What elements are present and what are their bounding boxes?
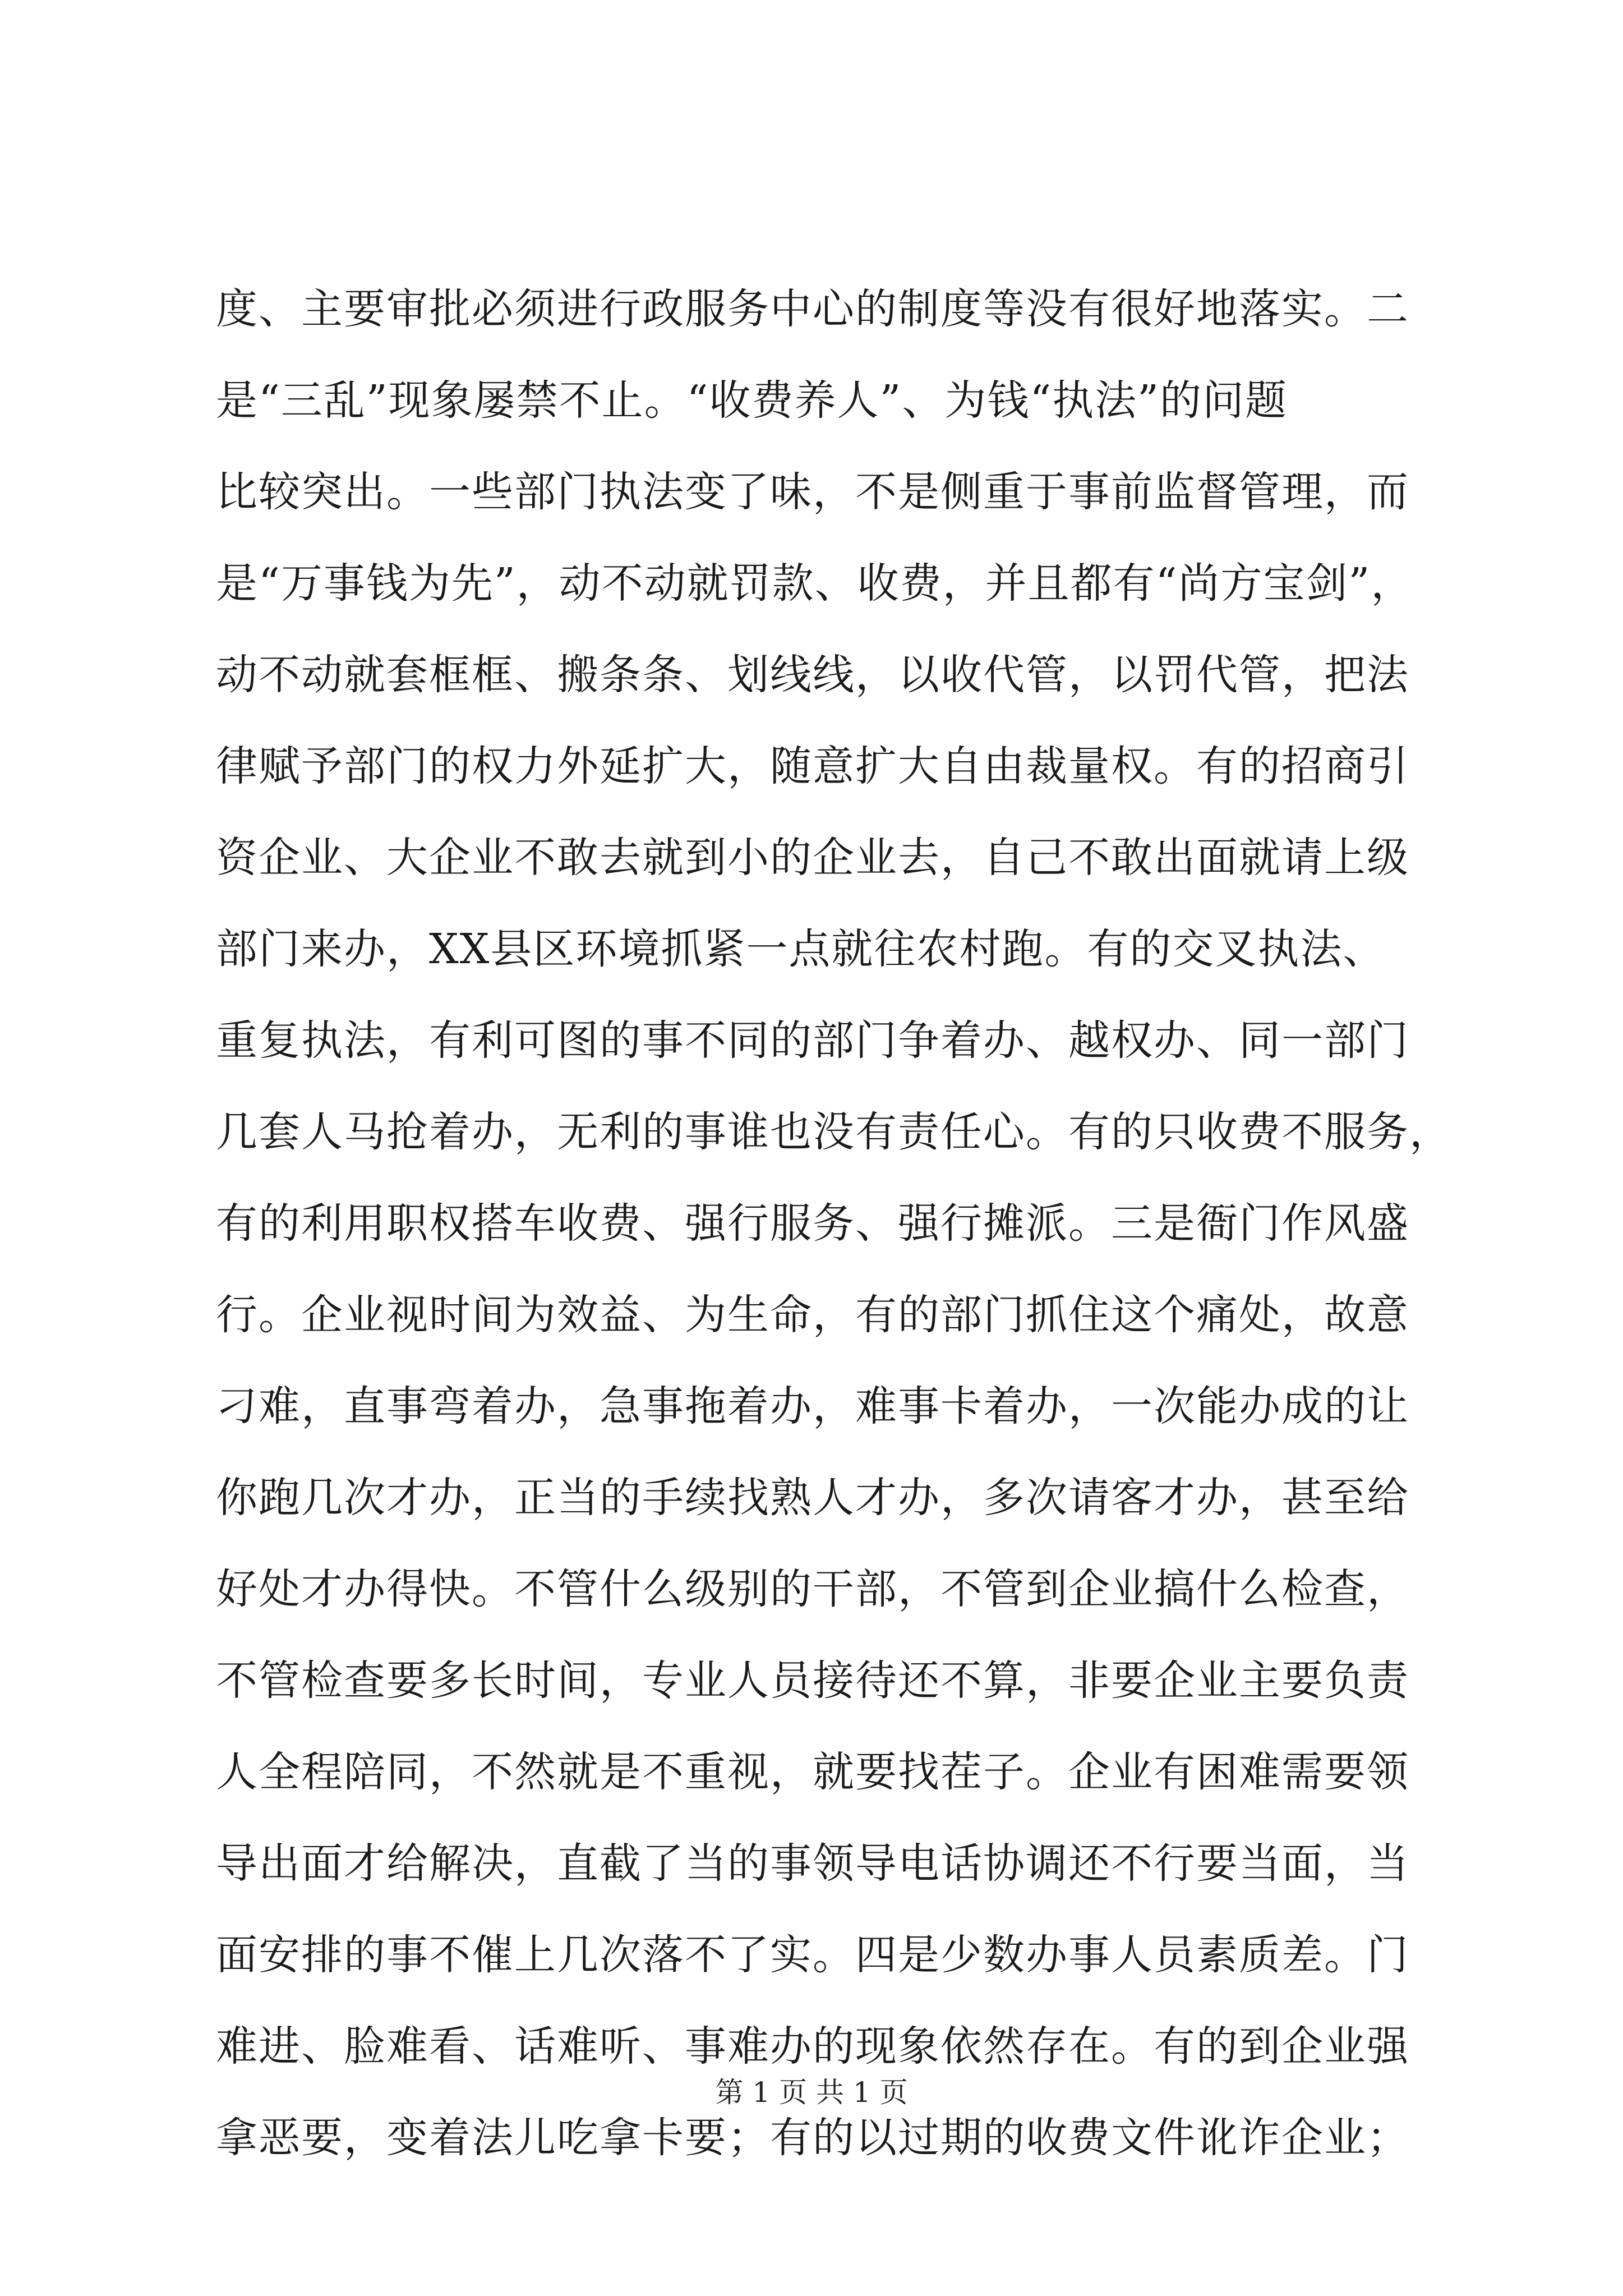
text-line: 资企业、大企业不敢去就到小的企业去，自己不敢出面就请上级 <box>216 834 1409 882</box>
text-line: 动不动就套框框、搬条条、划线线，以收代管，以罚代管，把法 <box>216 651 1409 699</box>
text-line: 比较突出。一些部门执法变了味，不是侧重于事前监督管理，而 <box>216 468 1409 516</box>
text-line: 你跑几次才办，正当的手续找熟人才办，多次请客才办，甚至给 <box>216 1474 1409 1522</box>
page-number: 第 1 页 共 1 页 <box>715 2076 908 2109</box>
text-line: 导出面才给解决，直截了当的事领导电话协调还不行要当面，当 <box>216 1839 1409 1888</box>
text-line: 难进、脸难看、话难听、事难办的现象依然存在。有的到企业强 <box>216 2022 1409 2070</box>
text-line: 人全程陪同，不然就是不重视，就要找茬子。企业有困难需要领 <box>216 1748 1409 1796</box>
text-line: 重复执法，有利可图的事不同的部门争着办、越权办、同一部门 <box>216 1016 1409 1065</box>
text-line: 律赋予部门的权力外延扩大，随意扩大自由裁量权。有的招商引 <box>216 742 1409 790</box>
text-line: 拿恶要，变着法儿吃拿卡要；有的以过期的收费文件讹诈企业； <box>216 2114 1409 2162</box>
text-line: 好处才办得快。不管什么级别的干部，不管到企业搞什么检查， <box>216 1565 1409 1613</box>
text-line: 几套人马抢着办，无利的事谁也没有责任心。有的只收费不服务， <box>216 1108 1452 1156</box>
text-line: 刁难，直事弯着办，急事拖着办，难事卡着办，一次能办成的让 <box>216 1382 1409 1430</box>
text-line: 部门来办，XX县区环境抓紧一点就往农村跑。有的交叉执法、 <box>216 925 1386 973</box>
body-text <box>216 264 1452 2184</box>
text-line: 面安排的事不催上几次落不了实。四是少数办事人员素质差。门 <box>216 1931 1409 1979</box>
page-footer <box>0 2070 1623 2115</box>
text-line: 是“万事钱为先”，动不动就罚款、收费，并且都有“尚方宝剑”， <box>216 559 1414 608</box>
text-line: 不管检查要多长时间，专业人员接待还不算，非要企业主要负责 <box>216 1657 1409 1705</box>
text-line: 度、主要审批必须进行政服务中心的制度等没有很好地落实。二 <box>216 285 1409 333</box>
text-line: 是“三乱”现象屡禁不止。“收费养人”、为钱“执法”的问题 <box>216 376 1288 425</box>
text-line: 有的利用职权搭车收费、强行服务、强行摊派。三是衙门作风盛 <box>216 1199 1409 1248</box>
text-line: 行。企业视时间为效益、为生命，有的部门抓住这个痛处，故意 <box>216 1291 1409 1339</box>
